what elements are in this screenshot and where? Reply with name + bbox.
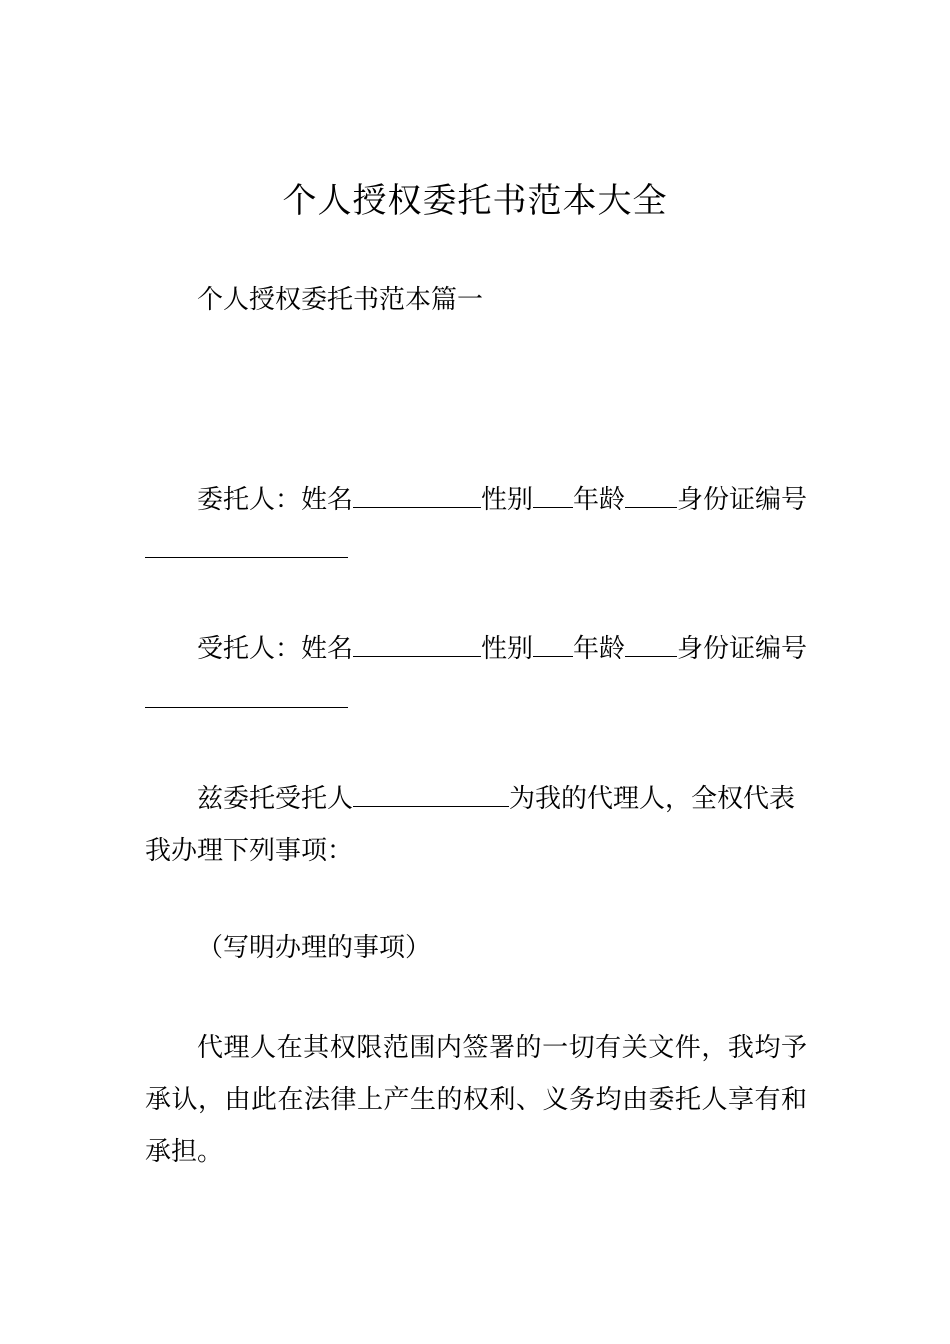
matters-note: （写明办理的事项）: [197, 933, 432, 963]
appointment-paragraph: [145, 773, 807, 877]
principal-row: [197, 474, 807, 526]
document-title: 个人授权委托书范本大全: [282, 181, 668, 221]
appointment-line2: 我办理下列事项：: [145, 836, 354, 866]
agent-name-blank[interactable]: [353, 655, 481, 657]
agent-age-label: 年龄: [572, 634, 625, 664]
appointment-agent-blank[interactable]: [353, 805, 509, 807]
agent-gender-label: 性别: [480, 634, 533, 664]
principal-name-blank[interactable]: [353, 506, 481, 508]
agent-id-blank[interactable]: [145, 707, 348, 708]
principal-name-label: 姓名: [301, 485, 354, 515]
principal-age-blank[interactable]: [625, 506, 677, 508]
principal-gender-label: 性别: [480, 485, 533, 515]
section-heading: 个人授权委托书范本篇一: [197, 285, 484, 315]
agent-name-label: 姓名: [301, 634, 354, 664]
appointment-suffix: 为我的代理人，全权代表: [509, 784, 796, 814]
principal-id-label: 身份证编号: [676, 485, 807, 515]
principal-age-label: 年龄: [572, 485, 625, 515]
acknowledgement-paragraph: 代理人在其权限范围内签署的一切有关文件，我均予承认，由此在法律上产生的权利、义务均由委托人享有和承担。: [145, 1033, 807, 1167]
agent-age-blank[interactable]: [625, 655, 677, 657]
principal-id-blank[interactable]: [145, 557, 348, 558]
agent-row: [197, 623, 807, 675]
principal-label: 委托人：: [197, 485, 302, 515]
appointment-prefix: 兹委托受托人: [197, 784, 354, 814]
principal-gender-blank[interactable]: [533, 506, 573, 508]
agent-id-label: 身份证编号: [676, 634, 807, 664]
agent-label: 受托人：: [197, 634, 302, 664]
agent-gender-blank[interactable]: [533, 655, 573, 657]
